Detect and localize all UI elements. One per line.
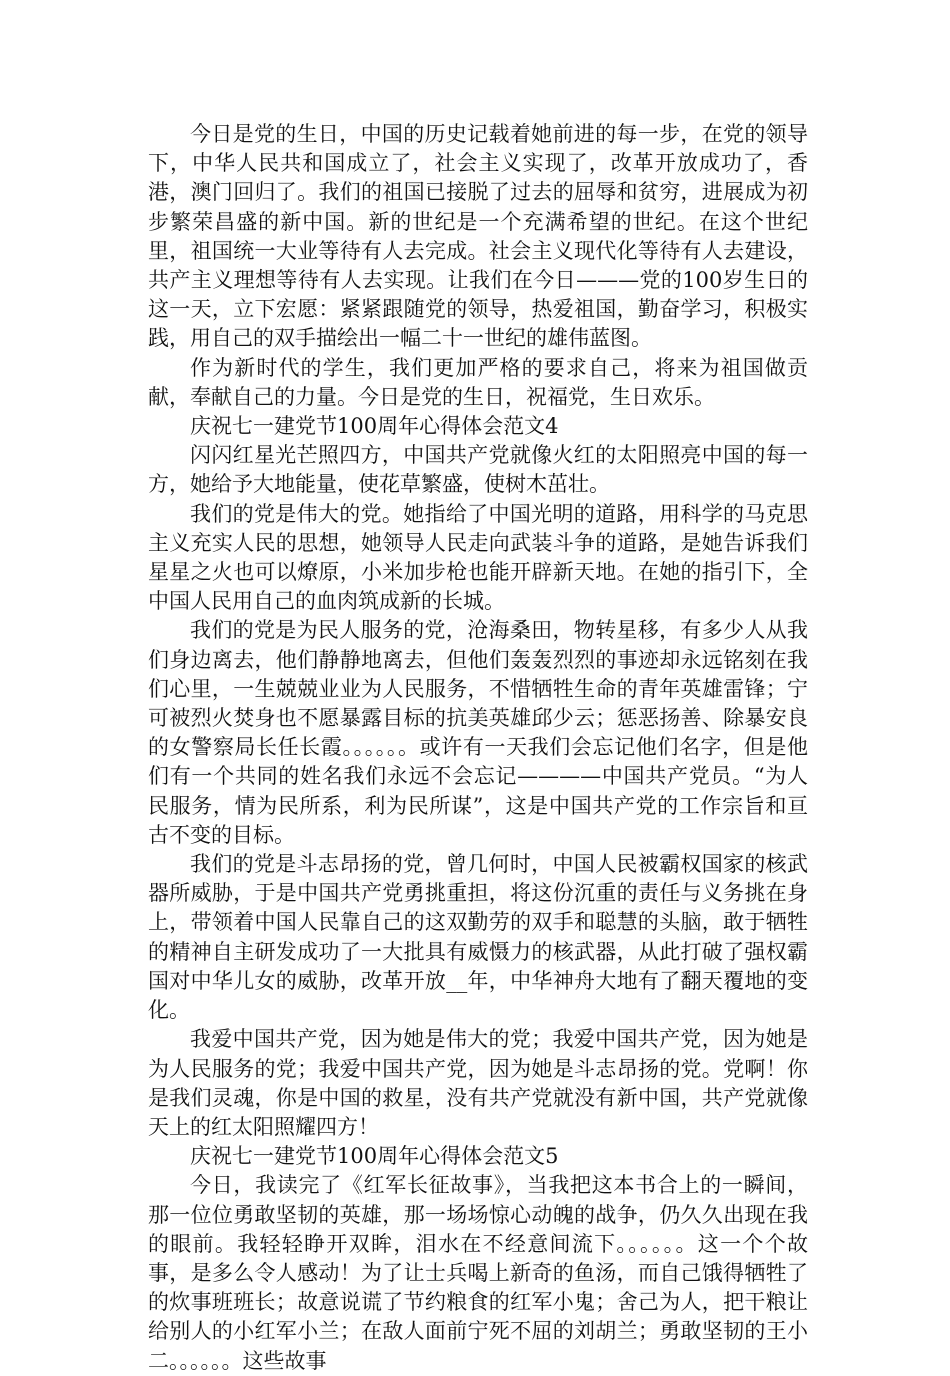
- paragraph: 我爱中国共产党，因为她是伟大的党；我爱中国共产党，因为她是为人民服务的党；我爱中国共产党，因为她是斗志昂扬的党。党啊！你是我们灵魂，你是中国的救星，没有共产党就没有新中国，共产党就像天上的红太阳照耀四方！: [148, 1027, 808, 1139]
- paragraph: 作为新时代的学生，我们更加严格的要求自己，将来为祖国做贡献，奉献自己的力量。今日是党的生日，祝福党，生日欢乐。: [148, 355, 808, 409]
- paragraph: 今日，我读完了《红军长征故事》，当我把这本书合上的一瞬间，那一位位勇敢坚韧的英雄，那一场场惊心动魄的战争，仍久久出现在我的眼前。我轻轻睁开双眸，泪水在不经意间流下。。。。。。这一个个故事，是多么令人感动！为了让士兵喝上新奇的鱼汤，而自己饿得牺牲了的炊事班班长；故意说谎了节约粮食的红军小鬼；舍己为人，把干粮让给别人的小红军小兰；在敌人面前宁死不屈的刘胡兰；勇敢坚韧的王小二。。。。。。这些故事: [148, 1173, 808, 1373]
- section-heading: 庆祝七一建党节100周年心得体会范文4: [190, 414, 559, 439]
- paragraph: 我们的党是为民人服务的党，沧海桑田，物转星移，有多少人从我们身边离去，他们静静地离去，但他们轰轰烈烈的事迹却永远铭刻在我们心里，一生兢兢业业为人民服务，不惜牺牲生命的青年英雄雷锋；宁可被烈火焚身也不愿暴露目标的抗美英雄邱少云；惩恶扬善、除暴安良的女警察局长任长霞。。。。。。或许有一天我们会忘记他们名字，但是他们有一个共同的姓名我们永远不会忘记————中国共产党员。“为人民服务，情为民所系，利为民所谋”，这是中国共产党的工作宗旨和亘古不变的目标。: [148, 618, 808, 847]
- document-body: [148, 120, 808, 1376]
- paragraph: 我们的党是斗志昂扬的党，曾几何时，中国人民被霸权国家的核武器所威胁，于是中国共产党勇挑重担，将这份沉重的责任与义务挑在身上，带领着中国人民靠自己的这双勤劳的双手和聪慧的头脑，敢于牺牲的精神自主研发成功了一大批具有威慑力的核武器，从此打破了强权霸国对中华儿女的威胁，改革开放__年，中华神舟大地有了翻天覆地的变化。: [148, 852, 808, 1023]
- paragraph: 闪闪红星光芒照四方，中国共产党就像火红的太阳照亮中国的每一方，她给予大地能量，使花草繁盛，使树木茁壮。: [148, 443, 808, 497]
- paragraph: 今日是党的生日，中国的历史记载着她前进的每一步，在党的领导下，中华人民共和国成立了，社会主义实现了，改革开放成功了，香港，澳门回归了。我们的祖国已接脱了过去的屈辱和贫穷，进展成为初步繁荣昌盛的新中国。新的世纪是一个充满希望的世纪。在这个世纪里，祖国统一大业等待有人去完成。社会主义现代化等待有人去建设，共产主义理想等待有人去实现。让我们在今日———党的100岁生日的这一天，立下宏愿：紧紧跟随党的领导，热爱祖国，勤奋学习，积极实践，用自己的双手描绘出一幅二十一世纪的雄伟蓝图。: [148, 122, 808, 351]
- section-heading: 庆祝七一建党节100周年心得体会范文5: [190, 1144, 559, 1169]
- paragraph: 我们的党是伟大的党。她指给了中国光明的道路，用科学的马克思主义充实人民的思想，她领导人民走向武装斗争的道路，是她告诉我们星星之火也可以燎原，小米加步枪也能开辟新天地。在她的指引下，全中国人民用自己的血肉筑成新的长城。: [148, 501, 808, 614]
